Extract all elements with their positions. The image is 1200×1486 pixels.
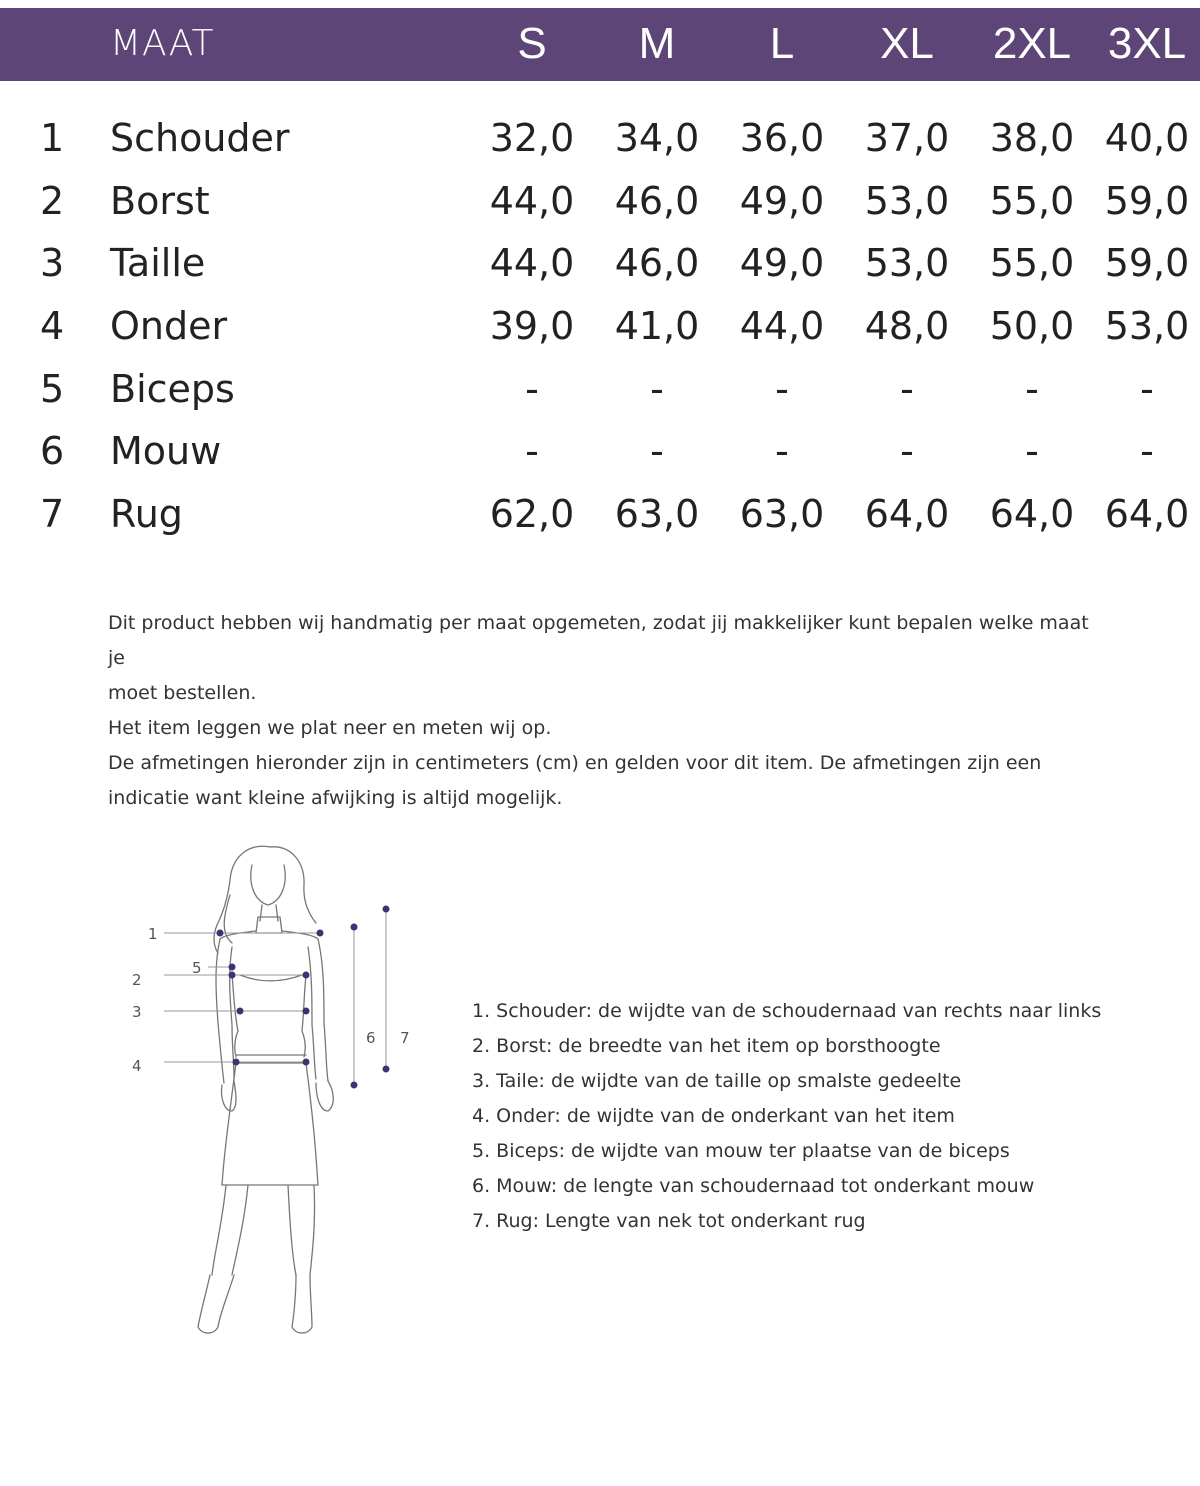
cell-value: 53,0 [864,241,950,285]
size-header-bar [0,8,1200,81]
description-line: Dit product hebben wij handmatig per maat opgemeten, zodat jij makkelijker kunt bepalen welke maat je [108,612,1089,669]
figure-label-3: 3 [132,1003,142,1021]
row-label: Mouw [110,429,222,473]
cell-value: 64,0 [989,492,1075,536]
legend-item: 1. Schouder: de wijdte van de schoudernaad van rechts naar links [472,1000,1102,1022]
measurement-figure-illustration [120,835,430,1355]
cell-value: - [525,367,539,411]
legend-item: 2. Borst: de breedte van het item op borsthoogte [472,1035,941,1057]
cell-value: 59,0 [1104,179,1190,223]
size-label-xl: XL [880,19,934,68]
row-number: 2 [40,179,65,223]
cell-value: 44,0 [489,241,575,285]
figure-label-5: 5 [192,959,202,977]
size-label-m: M [638,19,676,68]
cell-value: 64,0 [1104,492,1190,536]
size-label-2xl: 2XL [992,19,1072,68]
row-number: 4 [40,304,65,348]
cell-value: - [650,429,664,473]
row-label: Taille [110,241,206,285]
cell-value: 63,0 [739,492,825,536]
size-label-s: S [517,19,547,68]
cell-value: - [1140,429,1154,473]
cell-value: 49,0 [739,241,825,285]
figure-label-7: 7 [400,1029,410,1047]
cell-value: 44,0 [739,304,825,348]
cell-value: 55,0 [989,241,1075,285]
cell-value: 63,0 [614,492,700,536]
header-title: MAAT [110,23,215,64]
cell-value: 41,0 [614,304,700,348]
cell-value: - [525,429,539,473]
measurement-legend [472,994,1172,1239]
row-number: 7 [40,492,65,536]
row-number: 6 [40,429,65,473]
cell-value: 49,0 [739,179,825,223]
row-label: Onder [110,304,228,348]
row-label: Borst [110,179,210,223]
cell-value: - [1025,429,1039,473]
figure-label-6: 6 [366,1029,376,1047]
description-line: De afmetingen hieronder zijn in centimeters (cm) en gelden voor dit item. De afmetingen zijn een [108,752,1042,774]
cell-value: 40,0 [1104,116,1190,160]
cell-value: - [650,367,664,411]
legend-item: 3. Taile: de wijdte van de taille op smalste gedeelte [472,1070,962,1092]
cell-value: 39,0 [489,304,575,348]
figure-label-1: 1 [148,925,158,943]
size-label-l: L [769,19,795,68]
cell-value: 59,0 [1104,241,1190,285]
cell-value: 50,0 [989,304,1075,348]
figure-label-2: 2 [132,971,142,989]
cell-value: - [1140,367,1154,411]
woman-figure-outline [198,846,333,1333]
table-row [0,116,1200,178]
figure-label-4: 4 [132,1057,142,1075]
cell-value: 46,0 [614,179,700,223]
cell-value: - [1025,367,1039,411]
cell-value: - [775,367,789,411]
cell-value: - [900,367,914,411]
measurement-guides [164,909,386,1085]
cell-value: 46,0 [614,241,700,285]
cell-value: 53,0 [864,179,950,223]
cell-value: - [775,429,789,473]
table-row [0,241,1200,303]
cell-value: 53,0 [1104,304,1190,348]
legend-item: 6. Mouw: de lengte van schoudernaad tot onderkant mouw [472,1175,1035,1197]
description-line: Het item leggen we plat neer en meten wij op. [108,717,552,739]
table-row [0,179,1200,241]
row-number: 1 [40,116,65,160]
table-row [0,492,1200,554]
table-row [0,304,1200,366]
size-label-3xl: 3XL [1107,19,1187,68]
description-line: indicatie want kleine afwijking is altijd mogelijk. [108,787,563,809]
legend-item: 7. Rug: Lengte van nek tot onderkant rug [472,1210,866,1232]
row-label: Rug [110,492,183,536]
cell-value: 62,0 [489,492,575,536]
row-number: 5 [40,367,65,411]
cell-value: 44,0 [489,179,575,223]
cell-value: 38,0 [989,116,1075,160]
table-row [0,367,1200,429]
cell-value: 48,0 [864,304,950,348]
cell-value: - [900,429,914,473]
cell-value: 34,0 [614,116,700,160]
row-label: Biceps [110,367,235,411]
row-number: 3 [40,241,65,285]
cell-value: 32,0 [489,116,575,160]
description-line: moet bestellen. [108,682,257,704]
cell-value: 55,0 [989,179,1075,223]
legend-item: 5. Biceps: de wijdte van mouw ter plaatse van de biceps [472,1140,1010,1162]
measurement-description [108,606,1108,816]
cell-value: 64,0 [864,492,950,536]
cell-value: 36,0 [739,116,825,160]
cell-value: 37,0 [864,116,950,160]
row-label: Schouder [110,116,290,160]
table-row [0,429,1200,491]
legend-item: 4. Onder: de wijdte van de onderkant van het item [472,1105,955,1127]
